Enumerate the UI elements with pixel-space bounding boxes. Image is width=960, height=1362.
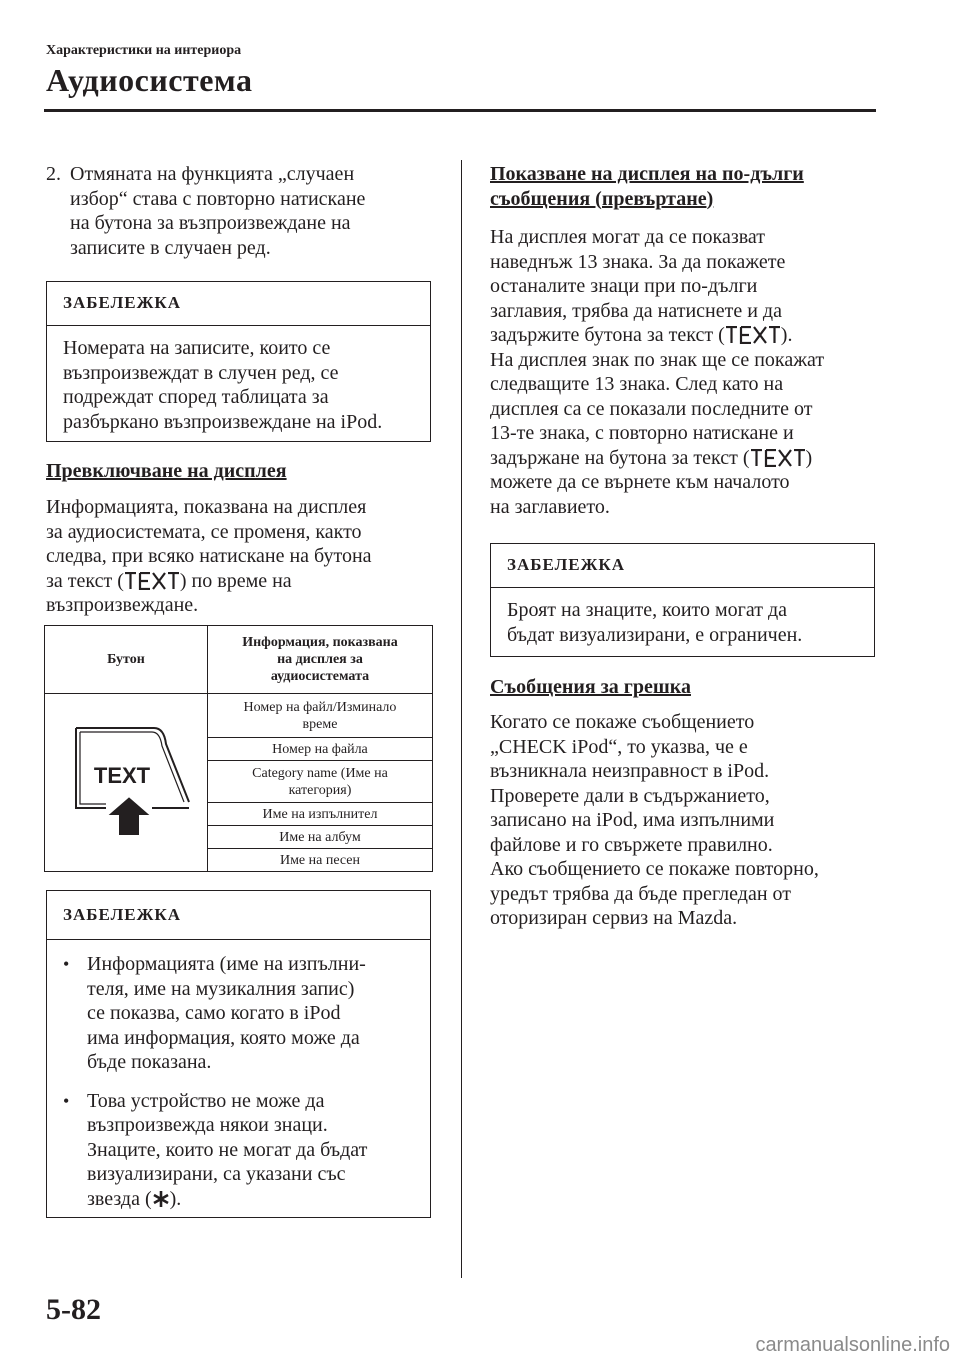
table-row: Номер на файла xyxy=(207,738,432,761)
note-body xyxy=(491,588,874,657)
text-segment: задържите бутона за текст ( xyxy=(490,324,725,346)
section-title: Аудиосистема xyxy=(46,62,253,98)
paragraph-line: останалите знаци при по-дълги xyxy=(490,275,758,297)
paragraph-line: На дисплея знак по знак ще се покажат xyxy=(490,348,825,371)
paragraph-line: можете да се върнете към началото xyxy=(490,471,790,493)
text-button-icon xyxy=(750,449,806,467)
text-segment: ). xyxy=(169,1187,182,1210)
item-line: на бутона за възпроизвеждане на xyxy=(70,212,351,234)
heading-error-messages: Съобщения за грешка xyxy=(490,676,691,698)
bullet-line xyxy=(87,1187,367,1212)
bullet-line: визуализирани, са указани със xyxy=(87,1163,346,1185)
bullet-line: се показва, само когато в iPod xyxy=(87,1002,341,1024)
text-segment: задържане на бутона за текст ( xyxy=(490,446,750,469)
note-line: разбъркано възпроизвеждане на iPod. xyxy=(63,410,383,433)
bullet-line: възпроизвежда някои знаци. xyxy=(87,1114,328,1136)
paragraph-line: записано на iPod, има изпълними xyxy=(490,809,775,831)
asterisk-icon xyxy=(152,1190,170,1208)
note-line: Броят на знаците, които могат да xyxy=(507,599,788,621)
paragraph-line: възникнала неизправност в iPod. xyxy=(490,760,770,782)
paragraph-line xyxy=(490,323,880,348)
heading-line: Показване на дисплея на по-дълги xyxy=(490,163,804,185)
paragraph-line: уредът трябва да бъде прегледан от xyxy=(490,882,792,905)
note-line: бъдат визуализирани, е ограничен. xyxy=(507,623,803,646)
note-line: подреждат според таблицата за xyxy=(63,386,329,408)
paragraph-line: възпроизвеждане. xyxy=(46,594,199,616)
heading-display-switch: Превключване на дисплея xyxy=(46,460,287,482)
text-button-icon xyxy=(124,572,180,590)
column-divider xyxy=(461,160,462,1278)
paragraph-line: следващите 13 знака. След като на xyxy=(490,373,784,395)
paragraph-line: на заглавието. xyxy=(490,495,610,518)
paragraph-line xyxy=(46,569,446,594)
note-line: възпроизвеждат в случен ред, се xyxy=(63,361,339,384)
note-bullet xyxy=(63,952,416,1075)
item-line: Отмяната на функцията „случаен xyxy=(70,163,355,185)
table-cell-button-image xyxy=(45,694,208,872)
heading-line: съобщения (превъртане) xyxy=(490,187,714,210)
cell-line: Category name (Име на xyxy=(252,765,388,781)
cell-line: време xyxy=(302,716,338,732)
paragraph-line: следва, при всяко натискане на бутона xyxy=(46,545,372,567)
header-line: Информация, показвана xyxy=(242,635,398,650)
bullet-dot: • xyxy=(63,954,70,974)
table-row xyxy=(207,694,432,738)
paragraph-line: 13-те знака, с повторно натискане и xyxy=(490,422,794,444)
paragraph-line: за аудиосистемата, се променя, както xyxy=(46,520,362,543)
paragraph-line xyxy=(490,446,880,471)
note-line: Номерата на записите, които се xyxy=(63,337,331,359)
bullet-line: има информация, която може да xyxy=(87,1026,360,1049)
bullet-line: теля, име на музикалния запис) xyxy=(87,977,355,1000)
page-number: 5-82 xyxy=(46,1293,101,1326)
item-number: 2. xyxy=(46,163,61,185)
note-body xyxy=(47,940,430,1221)
cell-line: Номер на файл/Изминало xyxy=(243,699,397,715)
note-title: ЗАБЕЛЕЖКА xyxy=(47,282,430,326)
text-segment: ) xyxy=(805,446,813,469)
item-line: избор“ става с повторно натискане xyxy=(70,187,366,210)
note-box-char-limit xyxy=(490,543,875,657)
table-header-info xyxy=(207,626,432,694)
table-header-button: Бутон xyxy=(45,626,208,694)
watermark: carmanualsonline.info xyxy=(755,1334,950,1356)
paragraph-line: Ако съобщението се покаже повторно, xyxy=(490,858,819,880)
text-button-illustration xyxy=(46,698,206,868)
text-segment: за текст ( xyxy=(46,569,124,592)
paragraph-line: оторизиран сервиз на Mazda. xyxy=(490,907,738,929)
heading-long-messages xyxy=(490,162,804,211)
note-title: ЗАБЕЛЕЖКА xyxy=(47,891,430,940)
paragraph-line: „CHECK iPod“, то указва, че е xyxy=(490,735,748,758)
display-info-table xyxy=(44,625,433,872)
paragraph-error-messages xyxy=(490,710,880,931)
note-body xyxy=(47,326,430,444)
note-box-display-info xyxy=(46,890,431,1218)
table-row: Име на изпълнител xyxy=(207,803,432,826)
text-segment: ). xyxy=(780,324,793,346)
paragraph-line: заглавия, трябва да натиснете и да xyxy=(490,299,782,322)
text-button-icon xyxy=(725,326,781,344)
note-title: ЗАБЕЛЕЖКА xyxy=(491,544,874,588)
table-row: Име на албум xyxy=(207,826,432,849)
table-row xyxy=(207,761,432,803)
text-segment: звезда ( xyxy=(87,1187,152,1210)
note-bullet xyxy=(63,1089,416,1212)
paragraph-line: Когато се покаже съобщението xyxy=(490,711,755,733)
table-row: Име на песен xyxy=(207,849,432,872)
paragraph-long-messages xyxy=(490,225,880,519)
header-line: аудиосистемата xyxy=(270,669,370,684)
bullet-line: Това устройство не може да xyxy=(87,1089,325,1112)
bullet-line: бъде показана. xyxy=(87,1051,212,1073)
section-subtitle: Характеристики на интериора xyxy=(46,43,242,58)
bullet-line: Знаците, които не могат да бъдат xyxy=(87,1138,368,1161)
paragraph-display-switch xyxy=(46,495,446,618)
paragraph-line: файлове и го свържете правилно. xyxy=(490,833,773,856)
text-segment: ) по време на xyxy=(179,569,292,592)
item-line: записите в случаен ред. xyxy=(70,236,271,259)
paragraph-line: дисплея са се показали последните от xyxy=(490,397,813,420)
numbered-item-2 xyxy=(46,162,446,260)
header-line: на дисплея за xyxy=(277,652,363,667)
paragraph-line: На дисплея могат да се показват xyxy=(490,226,766,248)
paragraph-line: Проверете дали в съдържанието, xyxy=(490,784,770,807)
bullet-dot: • xyxy=(63,1090,70,1111)
paragraph-line: наведнъж 13 знака. За да покажете xyxy=(490,250,786,273)
paragraph-line: Информацията, показвана на дисплея xyxy=(46,496,367,518)
header-rule xyxy=(44,109,876,112)
cell-line: категория) xyxy=(288,782,352,798)
note-box-shuffle xyxy=(46,281,431,442)
text-button-label: TEXT xyxy=(93,762,151,788)
bullet-line: Информацията (име на изпълни- xyxy=(87,953,366,975)
